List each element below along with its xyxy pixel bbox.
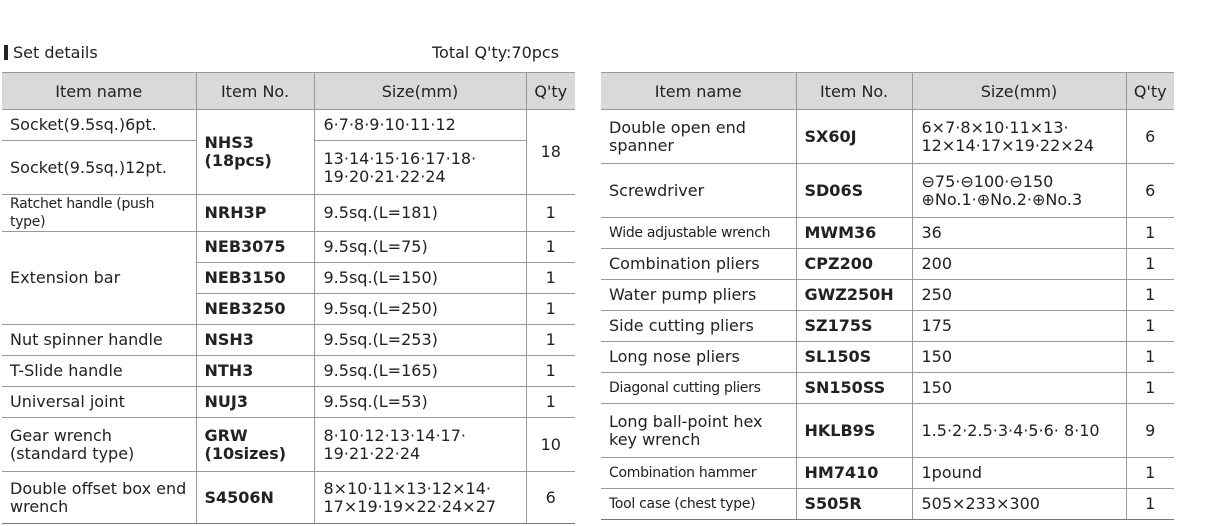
item-name: Wide adjustable wrench — [601, 218, 796, 249]
item-qty: 1 — [526, 294, 575, 325]
item-size: 150 — [912, 342, 1126, 373]
item-name: Double open end spanner — [601, 110, 796, 164]
col-header-item-no: Item No. — [796, 73, 912, 110]
item-no: NEB3075 — [196, 232, 314, 263]
item-qty: 6 — [1126, 110, 1174, 164]
item-size: 9.5sq.(L=250) — [314, 294, 526, 325]
col-header-item-no: Item No. — [196, 73, 314, 110]
item-size: 1pound — [912, 458, 1126, 489]
table-header-row — [601, 73, 1174, 110]
item-name: Socket(9.5sq.)6pt. — [2, 110, 196, 141]
item-size: 9.5sq.(L=75) — [314, 232, 526, 263]
item-no: NRH3P — [196, 195, 314, 232]
item-no: CPZ200 — [796, 249, 912, 280]
col-header-item-name: Item name — [2, 73, 196, 110]
table-row — [601, 404, 1174, 458]
item-name: Side cutting pliers — [601, 311, 796, 342]
table-header-row — [2, 73, 575, 110]
item-no: S505R — [796, 489, 912, 520]
table-row — [601, 311, 1174, 342]
item-qty: 18 — [526, 110, 575, 195]
item-qty: 1 — [526, 232, 575, 263]
item-qty: 1 — [1126, 373, 1174, 404]
item-no: SN150SS — [796, 373, 912, 404]
item-no: SX60J — [796, 110, 912, 164]
item-name: Tool case (chest type) — [601, 489, 796, 520]
item-no: SD06S — [796, 164, 912, 218]
item-qty: 9 — [1126, 404, 1174, 458]
item-name: Screwdriver — [601, 164, 796, 218]
item-size: 9.5sq.(L=181) — [314, 195, 526, 232]
table-row — [2, 195, 575, 232]
col-header-size: Size(mm) — [314, 73, 526, 110]
item-name: Combination hammer — [601, 458, 796, 489]
item-no: NUJ3 — [196, 387, 314, 418]
item-size: 250 — [912, 280, 1126, 311]
item-size: 6·7·8·9·10·11·12 — [314, 110, 526, 141]
item-no: NHS3 (18pcs) — [196, 110, 314, 195]
item-no: MWM36 — [796, 218, 912, 249]
item-qty: 1 — [526, 387, 575, 418]
table-row — [601, 164, 1174, 218]
item-qty: 1 — [526, 325, 575, 356]
item-qty: 6 — [526, 472, 575, 524]
item-size: 8×10·11×13·12×14· 17×19·19×22·24×27 — [314, 472, 526, 524]
table-row — [601, 489, 1174, 520]
table-row — [2, 418, 575, 472]
table-row — [2, 325, 575, 356]
item-name: Extension bar — [2, 232, 196, 325]
item-no: SL150S — [796, 342, 912, 373]
item-qty: 1 — [1126, 311, 1174, 342]
item-qty: 1 — [1126, 489, 1174, 520]
item-size: 6×7·8×10·11×13· 12×14·17×19·22×24 — [912, 110, 1126, 164]
table-row — [2, 356, 575, 387]
item-size: 9.5sq.(L=165) — [314, 356, 526, 387]
item-qty: 1 — [1126, 458, 1174, 489]
item-name: Gear wrench (standard type) — [2, 418, 196, 472]
table-row — [601, 249, 1174, 280]
item-no: NSH3 — [196, 325, 314, 356]
set-details-table-right — [601, 72, 1174, 520]
set-details-table-left — [2, 72, 575, 524]
item-name: Nut spinner handle — [2, 325, 196, 356]
item-size: 9.5sq.(L=53) — [314, 387, 526, 418]
item-no: GWZ250H — [796, 280, 912, 311]
item-size: 200 — [912, 249, 1126, 280]
item-no: SZ175S — [796, 311, 912, 342]
item-name: Combination pliers — [601, 249, 796, 280]
table-row — [601, 280, 1174, 311]
item-qty: 6 — [1126, 164, 1174, 218]
item-qty: 1 — [1126, 342, 1174, 373]
item-name: Socket(9.5sq.)12pt. — [2, 141, 196, 195]
item-no: GRW (10sizes) — [196, 418, 314, 472]
table-row — [601, 373, 1174, 404]
item-no: NEB3150 — [196, 263, 314, 294]
item-name: Ratchet handle (push type) — [2, 195, 196, 232]
item-name: Diagonal cutting pliers — [601, 373, 796, 404]
total-quantity: Total Q'ty:70pcs — [432, 43, 560, 62]
col-header-size: Size(mm) — [912, 73, 1126, 110]
col-header-qty: Q'ty — [1126, 73, 1174, 110]
item-qty: 1 — [526, 263, 575, 294]
item-qty: 1 — [1126, 280, 1174, 311]
item-no: S4506N — [196, 472, 314, 524]
set-details-title: Set details — [13, 43, 98, 62]
item-size: 150 — [912, 373, 1126, 404]
item-name: T-Slide handle — [2, 356, 196, 387]
item-name: Double offset box end wrench — [2, 472, 196, 524]
item-size: 8·10·12·13·14·17· 19·21·22·24 — [314, 418, 526, 472]
heading-marker-icon — [4, 45, 8, 60]
item-qty: 1 — [1126, 218, 1174, 249]
item-size: ⊖75·⊖100·⊖150 ⊕No.1·⊕No.2·⊕No.3 — [912, 164, 1126, 218]
item-name: Universal joint — [2, 387, 196, 418]
item-name: Long nose pliers — [601, 342, 796, 373]
item-no: NEB3250 — [196, 294, 314, 325]
item-qty: 1 — [1126, 249, 1174, 280]
item-no: HKLB9S — [796, 404, 912, 458]
item-size: 36 — [912, 218, 1126, 249]
item-qty: 10 — [526, 418, 575, 472]
item-size: 9.5sq.(L=150) — [314, 263, 526, 294]
item-size: 175 — [912, 311, 1126, 342]
item-size: 1.5·2·2.5·3·4·5·6· 8·10 — [912, 404, 1126, 458]
item-qty: 1 — [526, 195, 575, 232]
item-no: NTH3 — [196, 356, 314, 387]
item-no: HM7410 — [796, 458, 912, 489]
col-header-qty: Q'ty — [526, 73, 575, 110]
item-name: Long ball-point hex key wrench — [601, 404, 796, 458]
item-size: 505×233×300 — [912, 489, 1126, 520]
table-row — [601, 110, 1174, 164]
item-qty: 1 — [526, 356, 575, 387]
table-row — [601, 458, 1174, 489]
table-row — [2, 110, 575, 141]
item-size: 9.5sq.(L=253) — [314, 325, 526, 356]
table-row — [2, 232, 575, 263]
table-row — [601, 342, 1174, 373]
item-name: Water pump pliers — [601, 280, 796, 311]
col-header-item-name: Item name — [601, 73, 796, 110]
table-row — [601, 218, 1174, 249]
item-size: 13·14·15·16·17·18· 19·20·21·22·24 — [314, 141, 526, 195]
set-details-heading — [4, 43, 98, 62]
table-row — [2, 472, 575, 524]
table-row — [2, 387, 575, 418]
